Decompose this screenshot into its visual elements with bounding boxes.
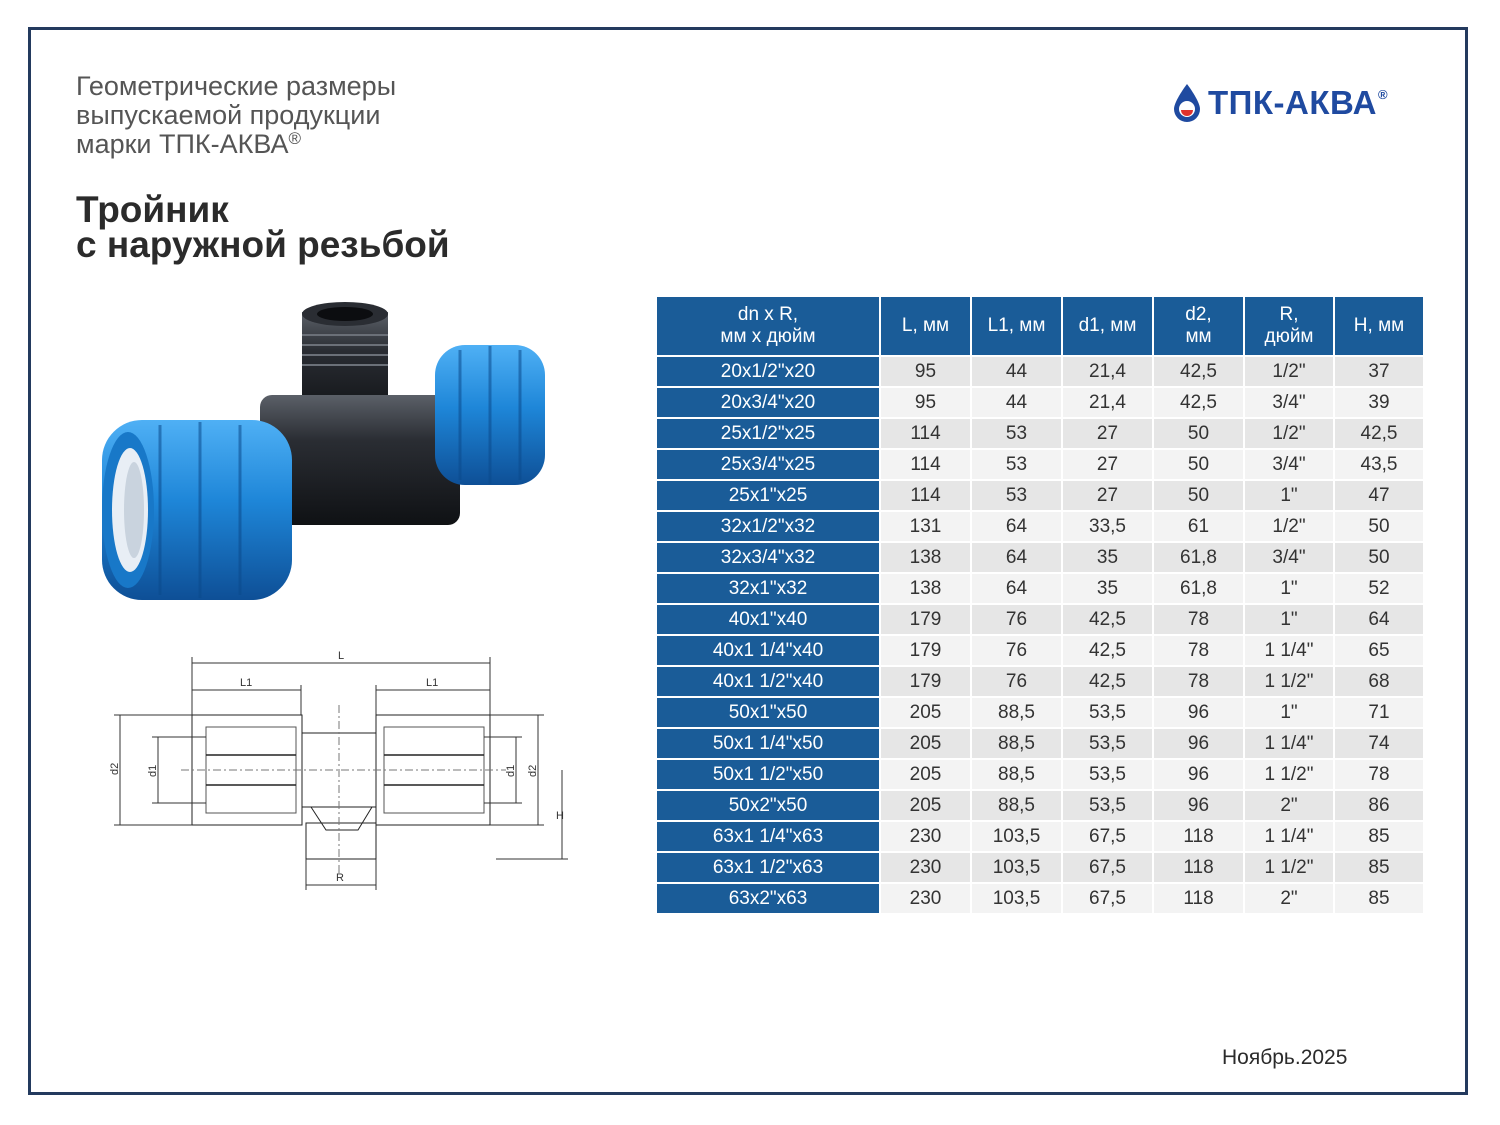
table-cell: 76 bbox=[972, 667, 1061, 696]
footer-date: Ноябрь.2025 bbox=[1222, 1046, 1348, 1069]
table-cell: 67,5 bbox=[1063, 884, 1152, 913]
table-cell: 103,5 bbox=[972, 853, 1061, 882]
table-cell: 230 bbox=[881, 822, 970, 851]
table-row bbox=[657, 636, 1423, 665]
table-cell: 61,8 bbox=[1154, 574, 1243, 603]
table-cell: 86 bbox=[1335, 791, 1423, 820]
page-title bbox=[76, 189, 616, 265]
row-label-cell: 40x1"x40 bbox=[657, 605, 879, 634]
table-cell: 53,5 bbox=[1063, 791, 1152, 820]
logo-text: ТПК-АКВА bbox=[1208, 84, 1377, 121]
table-row bbox=[657, 884, 1423, 913]
table-cell: 230 bbox=[881, 884, 970, 913]
table-cell: 50 bbox=[1335, 543, 1423, 572]
page-subtitle bbox=[76, 72, 536, 159]
table-cell: 64 bbox=[1335, 605, 1423, 634]
table-cell: 205 bbox=[881, 760, 970, 789]
table-cell: 3/4" bbox=[1245, 388, 1333, 417]
table-cell: 85 bbox=[1335, 853, 1423, 882]
table-cell: 1 1/2" bbox=[1245, 667, 1333, 696]
table-cell: 118 bbox=[1154, 822, 1243, 851]
table-cell: 95 bbox=[881, 388, 970, 417]
row-label-cell: 25x1"x25 bbox=[657, 481, 879, 510]
table-cell: 47 bbox=[1335, 481, 1423, 510]
table-cell: 27 bbox=[1063, 419, 1152, 448]
brand-logo bbox=[1172, 80, 1388, 126]
table-cell: 50 bbox=[1154, 419, 1243, 448]
table-cell: 114 bbox=[881, 481, 970, 510]
table-cell: 138 bbox=[881, 574, 970, 603]
table-cell: 21,4 bbox=[1063, 388, 1152, 417]
table-cell: 37 bbox=[1335, 357, 1423, 386]
logo-reg-mark: ® bbox=[1378, 86, 1388, 102]
table-cell: 35 bbox=[1063, 574, 1152, 603]
table-cell: 118 bbox=[1154, 853, 1243, 882]
subtitle-line: выпускаемой продукции bbox=[76, 100, 381, 130]
table-cell: 88,5 bbox=[972, 698, 1061, 727]
table-cell: 42,5 bbox=[1154, 357, 1243, 386]
table-cell: 179 bbox=[881, 636, 970, 665]
row-label-cell: 32x1/2"x32 bbox=[657, 512, 879, 541]
table-cell: 78 bbox=[1154, 636, 1243, 665]
dimensions-table bbox=[655, 295, 1425, 915]
row-label-cell: 63x2"x63 bbox=[657, 884, 879, 913]
table-cell: 88,5 bbox=[972, 791, 1061, 820]
table-cell: 78 bbox=[1154, 667, 1243, 696]
table-cell: 205 bbox=[881, 791, 970, 820]
row-label-cell: 50x1"x50 bbox=[657, 698, 879, 727]
table-cell: 61,8 bbox=[1154, 543, 1243, 572]
table-cell: 50 bbox=[1154, 450, 1243, 479]
table-cell: 131 bbox=[881, 512, 970, 541]
table-cell: 35 bbox=[1063, 543, 1152, 572]
col-header-d1: d1, мм bbox=[1063, 297, 1152, 355]
table-cell: 3/4" bbox=[1245, 450, 1333, 479]
subtitle-line bbox=[76, 130, 536, 159]
table-cell: 205 bbox=[881, 698, 970, 727]
title-line: с наружной резьбой bbox=[76, 224, 450, 265]
dim-label-d2-right: d2 bbox=[527, 764, 539, 777]
col-header-H: H, мм bbox=[1335, 297, 1423, 355]
table-cell: 96 bbox=[1154, 760, 1243, 789]
table-cell: 1/2" bbox=[1245, 419, 1333, 448]
table-cell: 76 bbox=[972, 605, 1061, 634]
table-cell: 76 bbox=[972, 636, 1061, 665]
table-cell: 67,5 bbox=[1063, 853, 1152, 882]
table-cell: 53 bbox=[972, 450, 1061, 479]
row-label-cell: 32x3/4"x32 bbox=[657, 543, 879, 572]
table-cell: 74 bbox=[1335, 729, 1423, 758]
table-cell: 2" bbox=[1245, 791, 1333, 820]
dim-label-L1-right: L1 bbox=[426, 677, 439, 689]
table-cell: 205 bbox=[881, 729, 970, 758]
dim-label-R: R bbox=[336, 872, 344, 884]
table-cell: 43,5 bbox=[1335, 450, 1423, 479]
table-cell: 78 bbox=[1335, 760, 1423, 789]
table-cell: 65 bbox=[1335, 636, 1423, 665]
dim-label-L: L bbox=[338, 650, 345, 662]
table-row bbox=[657, 729, 1423, 758]
title-line: Тройник bbox=[76, 189, 229, 230]
table-cell: 179 bbox=[881, 605, 970, 634]
subtitle-line: Геометрические размеры bbox=[76, 71, 397, 101]
row-label-cell: 40x1 1/2"x40 bbox=[657, 667, 879, 696]
table-header-row bbox=[657, 297, 1423, 355]
table-row bbox=[657, 512, 1423, 541]
table-cell: 64 bbox=[972, 512, 1061, 541]
table-cell: 2" bbox=[1245, 884, 1333, 913]
table-row bbox=[657, 481, 1423, 510]
table-cell: 1 1/2" bbox=[1245, 853, 1333, 882]
table-cell: 67,5 bbox=[1063, 822, 1152, 851]
table-cell: 71 bbox=[1335, 698, 1423, 727]
table-cell: 3/4" bbox=[1245, 543, 1333, 572]
table-cell: 95 bbox=[881, 357, 970, 386]
table-cell: 64 bbox=[972, 574, 1061, 603]
table-cell: 1" bbox=[1245, 481, 1333, 510]
table-row bbox=[657, 574, 1423, 603]
col-header-dn-r: dn x R, мм x дюйм bbox=[657, 297, 879, 355]
table-row bbox=[657, 760, 1423, 789]
table-cell: 50 bbox=[1335, 512, 1423, 541]
row-label-cell: 25x3/4"x25 bbox=[657, 450, 879, 479]
subtitle-reg-mark: ® bbox=[288, 129, 301, 148]
table-row bbox=[657, 543, 1423, 572]
row-label-cell: 50x1 1/2"x50 bbox=[657, 760, 879, 789]
table-row bbox=[657, 791, 1423, 820]
table-cell: 27 bbox=[1063, 450, 1152, 479]
col-header-L1: L1, мм bbox=[972, 297, 1061, 355]
table-row bbox=[657, 357, 1423, 386]
tee-fitting-image bbox=[90, 290, 560, 630]
dim-label-d1-right: d1 bbox=[505, 764, 517, 777]
table-row bbox=[657, 822, 1423, 851]
table-cell: 114 bbox=[881, 450, 970, 479]
table-cell: 1" bbox=[1245, 605, 1333, 634]
table-cell: 1 1/4" bbox=[1245, 729, 1333, 758]
table-cell: 21,4 bbox=[1063, 357, 1152, 386]
table-cell: 44 bbox=[972, 388, 1061, 417]
table-body bbox=[657, 357, 1423, 913]
table-cell: 118 bbox=[1154, 884, 1243, 913]
row-label-cell: 32x1"x32 bbox=[657, 574, 879, 603]
row-label-cell: 50x2"x50 bbox=[657, 791, 879, 820]
table-cell: 39 bbox=[1335, 388, 1423, 417]
table-cell: 88,5 bbox=[972, 729, 1061, 758]
table-cell: 96 bbox=[1154, 729, 1243, 758]
table-cell: 53,5 bbox=[1063, 760, 1152, 789]
table-cell: 44 bbox=[972, 357, 1061, 386]
table-cell: 88,5 bbox=[972, 760, 1061, 789]
col-header-L: L, мм bbox=[881, 297, 970, 355]
table-cell: 42,5 bbox=[1063, 667, 1152, 696]
row-label-cell: 63x1 1/2"x63 bbox=[657, 853, 879, 882]
table-row bbox=[657, 667, 1423, 696]
table-row bbox=[657, 450, 1423, 479]
table-cell: 50 bbox=[1154, 481, 1243, 510]
table-cell: 96 bbox=[1154, 791, 1243, 820]
table-row bbox=[657, 388, 1423, 417]
table-row bbox=[657, 853, 1423, 882]
table-cell: 27 bbox=[1063, 481, 1152, 510]
dim-label-d2-left: d2 bbox=[109, 762, 121, 775]
col-header-R: R, дюйм bbox=[1245, 297, 1333, 355]
row-label-cell: 20x1/2"x20 bbox=[657, 357, 879, 386]
technical-drawing bbox=[96, 645, 586, 900]
table-cell: 33,5 bbox=[1063, 512, 1152, 541]
table-cell: 61 bbox=[1154, 512, 1243, 541]
table-cell: 42,5 bbox=[1063, 605, 1152, 634]
subtitle-brand: марки ТПК-АКВА bbox=[76, 129, 289, 159]
dim-label-d1-left: d1 bbox=[147, 764, 159, 777]
water-drop-icon bbox=[1172, 83, 1202, 123]
table-cell: 53 bbox=[972, 481, 1061, 510]
dim-label-H: H bbox=[556, 810, 564, 822]
table-row bbox=[657, 698, 1423, 727]
table-cell: 179 bbox=[881, 667, 970, 696]
table-cell: 96 bbox=[1154, 698, 1243, 727]
table-cell: 42,5 bbox=[1335, 419, 1423, 448]
table-cell: 53,5 bbox=[1063, 698, 1152, 727]
table-cell: 103,5 bbox=[972, 822, 1061, 851]
table-cell: 1 1/2" bbox=[1245, 760, 1333, 789]
table-cell: 1 1/4" bbox=[1245, 636, 1333, 665]
table-cell: 78 bbox=[1154, 605, 1243, 634]
table-cell: 1/2" bbox=[1245, 357, 1333, 386]
table-cell: 1 1/4" bbox=[1245, 822, 1333, 851]
table-cell: 138 bbox=[881, 543, 970, 572]
table-cell: 53,5 bbox=[1063, 729, 1152, 758]
row-label-cell: 40x1 1/4"x40 bbox=[657, 636, 879, 665]
row-label-cell: 63x1 1/4"x63 bbox=[657, 822, 879, 851]
table-cell: 68 bbox=[1335, 667, 1423, 696]
table-cell: 42,5 bbox=[1063, 636, 1152, 665]
row-label-cell: 25x1/2"x25 bbox=[657, 419, 879, 448]
table-cell: 64 bbox=[972, 543, 1061, 572]
table-row bbox=[657, 605, 1423, 634]
table-cell: 52 bbox=[1335, 574, 1423, 603]
table-cell: 42,5 bbox=[1154, 388, 1243, 417]
col-header-d2: d2, мм bbox=[1154, 297, 1243, 355]
table-row bbox=[657, 419, 1423, 448]
table-cell: 230 bbox=[881, 853, 970, 882]
table-cell: 1" bbox=[1245, 698, 1333, 727]
table-cell: 85 bbox=[1335, 884, 1423, 913]
table-cell: 1/2" bbox=[1245, 512, 1333, 541]
table-cell: 114 bbox=[881, 419, 970, 448]
table-cell: 53 bbox=[972, 419, 1061, 448]
row-label-cell: 20x3/4"x20 bbox=[657, 388, 879, 417]
dim-label-L1-left: L1 bbox=[240, 677, 253, 689]
table-cell: 85 bbox=[1335, 822, 1423, 851]
table-cell: 1" bbox=[1245, 574, 1333, 603]
row-label-cell: 50x1 1/4"x50 bbox=[657, 729, 879, 758]
table-cell: 103,5 bbox=[972, 884, 1061, 913]
